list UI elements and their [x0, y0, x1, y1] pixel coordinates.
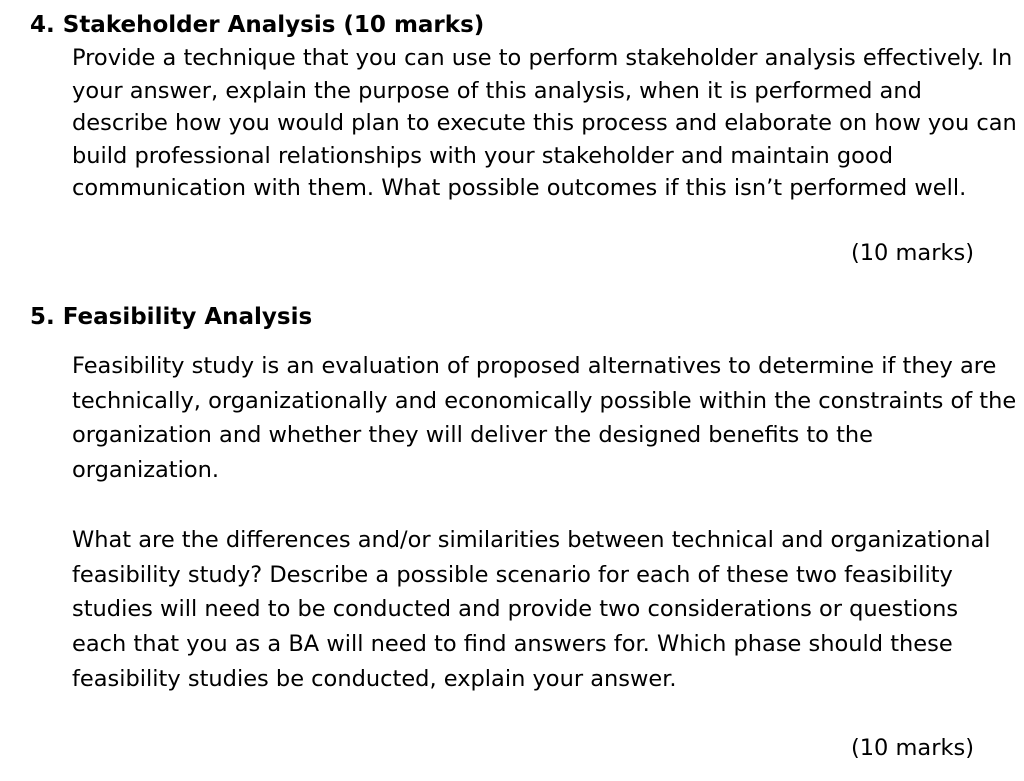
question-5-intro: Feasibility study is an evaluation of proposed alternatives to determine if they are technically, organizationally and economically possible within the constraints of the organization and whether they will deliver the designed benefits to the organization. [72, 353, 1017, 484]
question-4-body: Provide a technique that you can use to perform stakeholder analysis effectively. In your answer, explain the purpose of this analysis, when it is performed and describe how you would plan to execute this process and elaborate on how you can build professional relationships with your stakeholder and maintain good communication with them. What possible outcomes if this isn’t performed well. [72, 45, 1017, 201]
question-5-heading: 5. Feasibility Analysis [30, 304, 313, 330]
question-4-heading: 4. Stakeholder Analysis (10 marks) [30, 12, 485, 38]
question-5-task: What are the differences and/or similarities between technical and organizational feasibility study? Describe a possible scenario for each of these two feasibility studies will need to be conducted and provide two considerations or questions each that you as a BA will need to find answers for. Which phase should these feasibility studies be conducted, explain your answer. [72, 527, 991, 692]
question-5-marks: (10 marks) [850, 735, 974, 761]
question-4-marks: (10 marks) [850, 240, 974, 266]
